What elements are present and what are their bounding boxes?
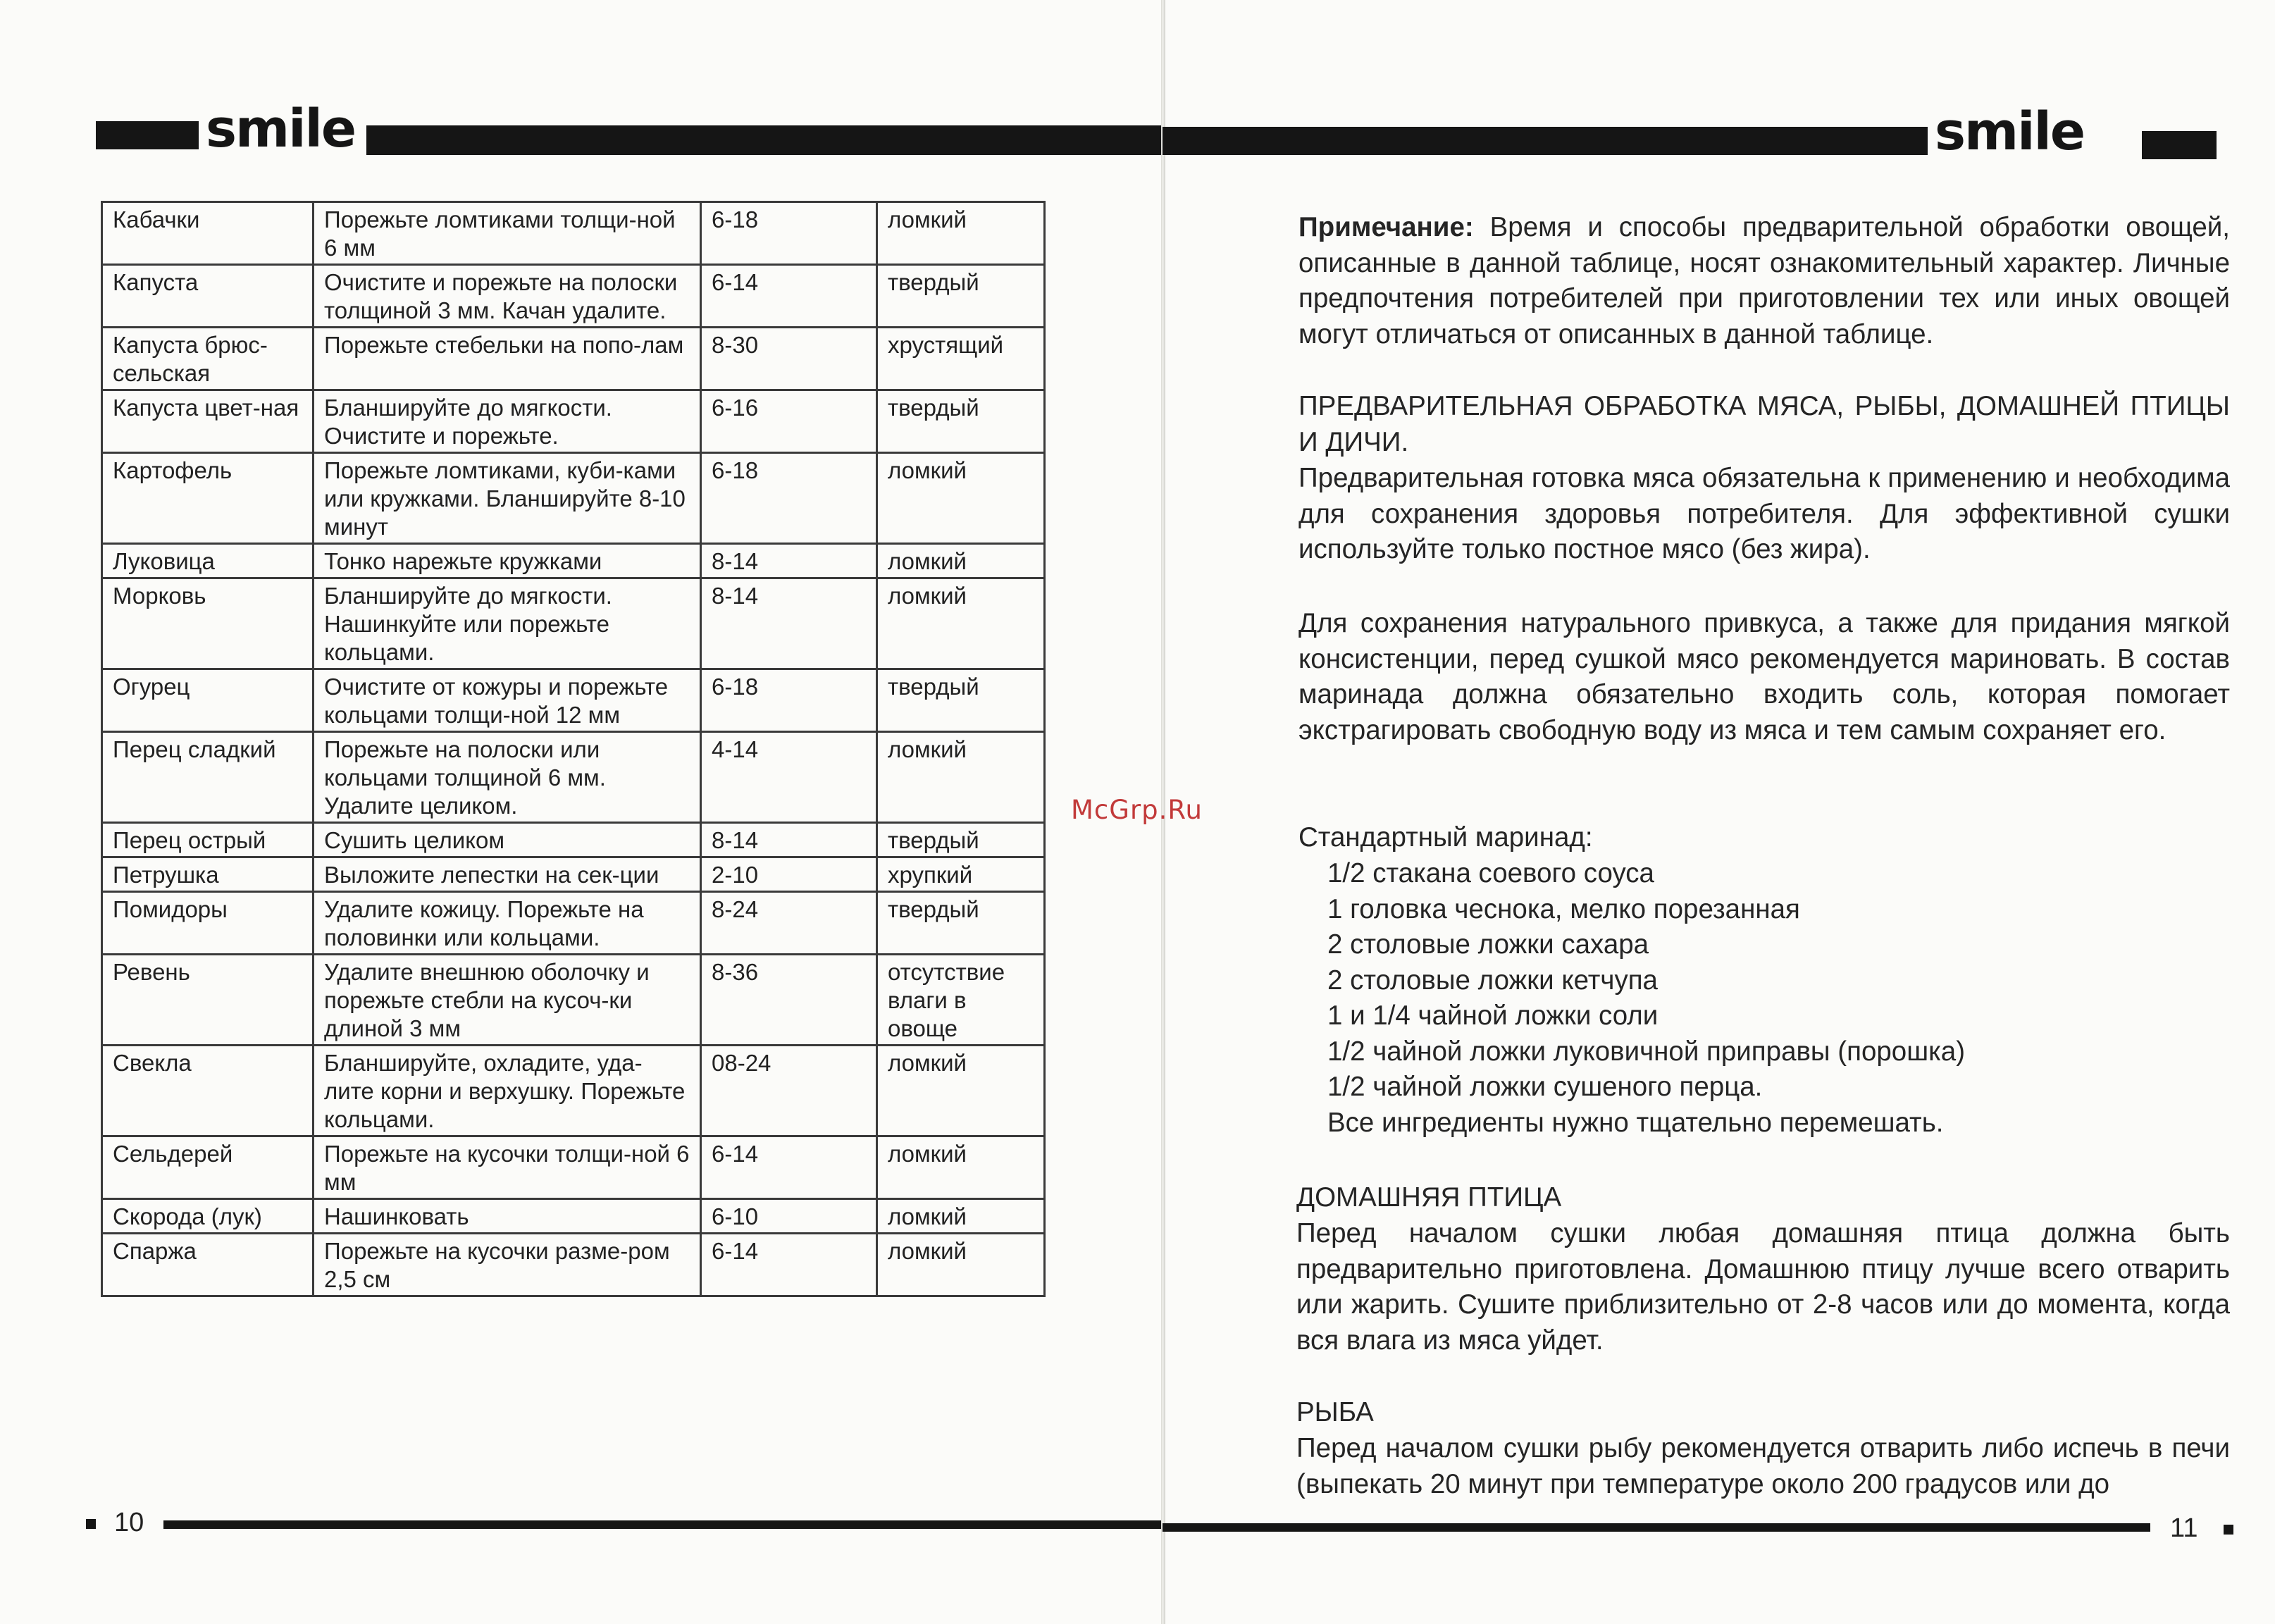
- preparation-cell: Бланшируйте до мягкости. Очистите и порежьте.: [314, 390, 701, 453]
- marinade-item: Все ингредиенты нужно тщательно перемешать.: [1327, 1107, 1944, 1138]
- table-row: [102, 955, 1045, 1046]
- vegetable-name-cell: Сельдерей: [102, 1136, 314, 1199]
- page-number-marker-right: [2224, 1525, 2233, 1535]
- preparation-cell: Порежьте на кусочки разме-ром 2,5 см: [314, 1234, 701, 1296]
- drying-time-cell: 08-24: [701, 1046, 877, 1136]
- drying-time-cell: 6-16: [701, 390, 877, 453]
- drying-time-cell: 8-14: [701, 823, 877, 857]
- table-row: [102, 390, 1045, 453]
- header-bar-left-long: [366, 125, 1163, 155]
- drying-time-cell: 4-14: [701, 732, 877, 823]
- marinade-paragraph: Для сохранения натурального привкуса, а также для придания мягкой консистенции, перед сушкой мясо рекомендуется мариновать. В состав маринада должна обязательно входить соль, которая помогает экстрагировать свободную воду из мяса и тем самым сохраняет его.: [1298, 608, 2230, 745]
- preparation-cell: Сушить целиком: [314, 823, 701, 857]
- vegetable-name-cell: Ревень: [102, 955, 314, 1046]
- table-row: [102, 202, 1045, 265]
- header-bar-right-long: [1163, 127, 1938, 155]
- page-number-marker-left: [86, 1519, 96, 1529]
- table-row: [102, 1199, 1045, 1234]
- vegetable-name-cell: Перец сладкий: [102, 732, 314, 823]
- marinade-item: 2 столовые ложки сахара: [1327, 929, 1649, 960]
- vegetable-table: [101, 201, 1046, 1297]
- preparation-cell: Удалите кожицу. Порежьте на половинки или кольцами.: [314, 892, 701, 955]
- marinade-item: 1/2 чайной ложки луковичной приправы (порошка): [1327, 1036, 1966, 1067]
- table-row: [102, 669, 1045, 732]
- header-bar-right: [2142, 131, 2217, 159]
- drying-time-cell: 8-14: [701, 578, 877, 669]
- marinade-item: 2 столовые ложки кетчупа: [1327, 965, 1658, 996]
- marinade-item: 1/2 стакана соевого соуса: [1327, 858, 1654, 888]
- vegetable-name-cell: Свекла: [102, 1046, 314, 1136]
- result-cell: твердый: [877, 823, 1045, 857]
- brand-logo-right: smile: [1928, 106, 2091, 158]
- marinade-item: 1/2 чайной ложки сушеного перца.: [1327, 1072, 1763, 1102]
- result-cell: ломкий: [877, 1234, 1045, 1296]
- result-cell: отсутствие влаги в овоще: [877, 955, 1045, 1046]
- drying-time-cell: 6-18: [701, 202, 877, 265]
- preparation-cell: Тонко нарежьте кружками: [314, 544, 701, 578]
- result-cell: ломкий: [877, 578, 1045, 669]
- drying-time-cell: 6-14: [701, 1234, 877, 1296]
- note-label: Примечание:: [1298, 212, 1474, 242]
- result-cell: ломкий: [877, 1199, 1045, 1234]
- drying-time-cell: 8-30: [701, 328, 877, 390]
- drying-time-cell: 6-14: [701, 265, 877, 328]
- table-row: [102, 823, 1045, 857]
- preparation-cell: Порежьте ломтиками, куби-ками или кружками. Бланшируйте 8-10 минут: [314, 453, 701, 544]
- result-cell: ломкий: [877, 1136, 1045, 1199]
- marinade-list: [1327, 856, 1965, 1141]
- table-row: [102, 892, 1045, 955]
- vegetable-name-cell: Капуста: [102, 265, 314, 328]
- marinade-heading: Стандартный маринад:: [1298, 822, 1593, 853]
- watermark: McGrp.Ru: [1071, 795, 1203, 825]
- preparation-cell: Очистите и порежьте на полоски толщиной 3 мм. Качан удалите.: [314, 265, 701, 328]
- result-cell: ломкий: [877, 732, 1045, 823]
- result-cell: хрупкий: [877, 857, 1045, 892]
- vegetable-name-cell: Скорода (лук): [102, 1199, 314, 1234]
- table-row: [102, 857, 1045, 892]
- table-row: [102, 453, 1045, 544]
- vegetable-name-cell: Перец острый: [102, 823, 314, 857]
- result-cell: твердый: [877, 265, 1045, 328]
- vegetable-name-cell: Капуста брюс-сельская: [102, 328, 314, 390]
- preparation-cell: Бланшируйте до мягкости. Нашинкуйте или порежьте кольцами.: [314, 578, 701, 669]
- drying-time-cell: 6-10: [701, 1199, 877, 1234]
- preparation-cell: Порежьте на полоски или кольцами толщиной 6 мм. Удалите целиком.: [314, 732, 701, 823]
- result-cell: твердый: [877, 390, 1045, 453]
- brand-logo-left: smile: [199, 103, 362, 155]
- result-cell: твердый: [877, 892, 1045, 955]
- header-bar-left: [96, 121, 200, 149]
- preparation-cell: Порежьте ломтиками толщи-ной 6 мм: [314, 202, 701, 265]
- table-row: [102, 1234, 1045, 1296]
- vegetable-name-cell: Огурец: [102, 669, 314, 732]
- page-number-left: 10: [114, 1508, 144, 1537]
- result-cell: ломкий: [877, 544, 1045, 578]
- table-row: [102, 328, 1045, 390]
- result-cell: твердый: [877, 669, 1045, 732]
- page-number-right: 11: [2170, 1513, 2198, 1543]
- fish-heading: РЫБА: [1296, 1397, 1374, 1427]
- marinade-item: 1 головка чеснока, мелко порезанная: [1327, 893, 1800, 924]
- drying-time-cell: 6-14: [701, 1136, 877, 1199]
- vegetable-name-cell: Луковица: [102, 544, 314, 578]
- table-row: [102, 265, 1045, 328]
- result-cell: ломкий: [877, 1046, 1045, 1136]
- note-paragraph: [1298, 210, 2230, 352]
- table-row: [102, 544, 1045, 578]
- result-cell: ломкий: [877, 202, 1045, 265]
- drying-time-cell: 8-36: [701, 955, 877, 1046]
- preparation-cell: Порежьте на кусочки толщи-ной 6 мм: [314, 1136, 701, 1199]
- footer-bar-left: [163, 1520, 1163, 1529]
- poultry-text: Перед началом сушки любая домашняя птица должна быть предварительно приготовлена. Домашнюю птицу лучше всего отварить или жарить. Сушите приблизительно от 2-8 часов или до момента, когда вся влага из мяса уйдет.: [1296, 1218, 2230, 1356]
- fish-text: Перед началом сушки рыбу рекомендуется отварить либо испечь в печи (выпекать 20 минут при температуре около 200 градусов или до: [1296, 1433, 2230, 1499]
- table-row: [102, 578, 1045, 669]
- drying-time-cell: 8-14: [701, 544, 877, 578]
- preparation-cell: Выложите лепестки на сек-ции: [314, 857, 701, 892]
- preparation-cell: Очистите от кожуры и порежьте кольцами толщи-ной 12 мм: [314, 669, 701, 732]
- drying-time-cell: 2-10: [701, 857, 877, 892]
- footer-bar-right: [1163, 1523, 2150, 1532]
- poultry-heading: ДОМАШНЯЯ ПТИЦА: [1296, 1182, 1562, 1213]
- vegetable-name-cell: Морковь: [102, 578, 314, 669]
- vegetable-name-cell: Кабачки: [102, 202, 314, 265]
- result-cell: ломкий: [877, 453, 1045, 544]
- drying-time-cell: 6-18: [701, 453, 877, 544]
- meat-text: Предварительная готовка мяса обязательна к применению и необходима для сохранения здоровья потребителя. Для эффективной сушки используйте только постное мясо (без жира).: [1298, 463, 2230, 564]
- marinade-item: 1 и 1/4 чайной ложки соли: [1327, 1000, 1659, 1031]
- drying-time-cell: 6-18: [701, 669, 877, 732]
- result-cell: хрустящий: [877, 328, 1045, 390]
- meat-heading: ПРЕДВАРИТЕЛЬНАЯ ОБРАБОТКА МЯСА, РЫБЫ, ДОМАШНЕЙ ПТИЦЫ И ДИЧИ.: [1298, 391, 2230, 457]
- preparation-cell: Бланшируйте, охладите, уда-лите корни и верхушку. Порежьте кольцами.: [314, 1046, 701, 1136]
- table-row: [102, 1046, 1045, 1136]
- drying-time-cell: 8-24: [701, 892, 877, 955]
- preparation-cell: Нашинковать: [314, 1199, 701, 1234]
- vegetable-name-cell: Картофель: [102, 453, 314, 544]
- right-page: [1163, 0, 2275, 1624]
- table-row: [102, 732, 1045, 823]
- table-row: [102, 1136, 1045, 1199]
- preparation-cell: Удалите внешнюю оболочку и порежьте стебли на кусоч-ки длиной 3 мм: [314, 955, 701, 1046]
- vegetable-name-cell: Капуста цвет-ная: [102, 390, 314, 453]
- preparation-cell: Порежьте стебельки на попо-лам: [314, 328, 701, 390]
- vegetable-name-cell: Спаржа: [102, 1234, 314, 1296]
- vegetable-name-cell: Помидоры: [102, 892, 314, 955]
- note-text: Время и способы предварительной обработки овощей, описанные в данной таблице, носят ознакомительный характер. Личные предпочтения потребителей при приготовлении тех или иных овощей могут отличаться от описанных в данной таблице.: [1298, 212, 2230, 349]
- vegetable-name-cell: Петрушка: [102, 857, 314, 892]
